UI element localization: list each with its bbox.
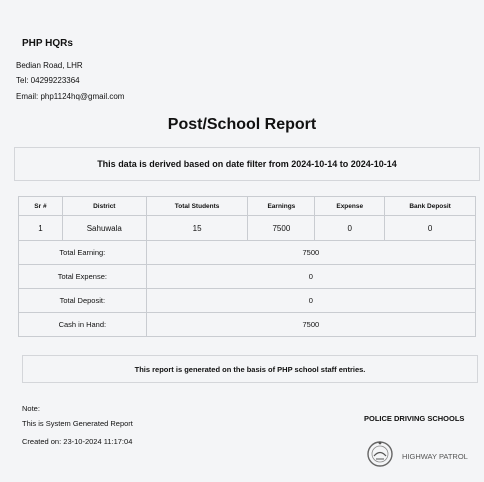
col-header-earnings: Earnings xyxy=(248,197,315,216)
col-header-bank-deposit: Bank Deposit xyxy=(385,197,476,216)
summary-value: 0 xyxy=(146,265,475,289)
table-header-row xyxy=(19,197,476,216)
date-filter-text: This data is derived based on date filter from 2024-10-14 to 2024-10-14 xyxy=(97,159,397,169)
summary-value: 0 xyxy=(146,289,475,313)
summary-row-total-expense xyxy=(19,265,476,289)
basis-note-text: This report is generated on the basis of PHP school staff entries. xyxy=(134,364,366,374)
created-on: Created on: 23-10-2024 11:17:04 xyxy=(22,437,133,446)
highway-patrol-label: HIGHWAY PATROL xyxy=(402,452,468,461)
col-header-district: District xyxy=(62,197,146,216)
summary-label: Cash in Hand: xyxy=(19,313,147,337)
report-table xyxy=(18,196,476,337)
summary-value: 7500 xyxy=(146,313,475,337)
cell-sr: 1 xyxy=(19,216,63,241)
col-header-total-students: Total Students xyxy=(146,197,248,216)
summary-label: Total Earning: xyxy=(19,241,147,265)
note-text: This is System Generated Report xyxy=(22,419,133,428)
table-row xyxy=(19,216,476,241)
school-name: POLICE DRIVING SCHOOLS xyxy=(364,414,465,423)
basis-note-box xyxy=(22,355,478,383)
org-name: PHP HQRs xyxy=(22,38,73,49)
cell-earnings: 7500 xyxy=(248,216,315,241)
summary-label: Total Deposit: xyxy=(19,289,147,313)
col-header-expense: Expense xyxy=(315,197,385,216)
summary-value: 7500 xyxy=(146,241,475,265)
summary-row-cash-in-hand xyxy=(19,313,476,337)
cell-district: Sahuwala xyxy=(62,216,146,241)
summary-label: Total Expense: xyxy=(19,265,147,289)
summary-row-total-earning xyxy=(19,241,476,265)
page-title: Post/School Report xyxy=(167,116,317,133)
col-header-sr: Sr # xyxy=(19,197,63,216)
org-address: Bedian Road, LHR xyxy=(16,61,83,70)
cell-bank-deposit: 0 xyxy=(385,216,476,241)
note-label: Note: xyxy=(22,404,40,413)
date-filter-box xyxy=(14,147,480,181)
cell-total-students: 15 xyxy=(146,216,248,241)
cell-expense: 0 xyxy=(315,216,385,241)
org-email: Email: php1124hq@gmail.com xyxy=(16,92,125,101)
highway-patrol-seal-icon xyxy=(366,440,394,468)
summary-row-total-deposit xyxy=(19,289,476,313)
org-tel: Tel: 04299223364 xyxy=(16,76,80,85)
